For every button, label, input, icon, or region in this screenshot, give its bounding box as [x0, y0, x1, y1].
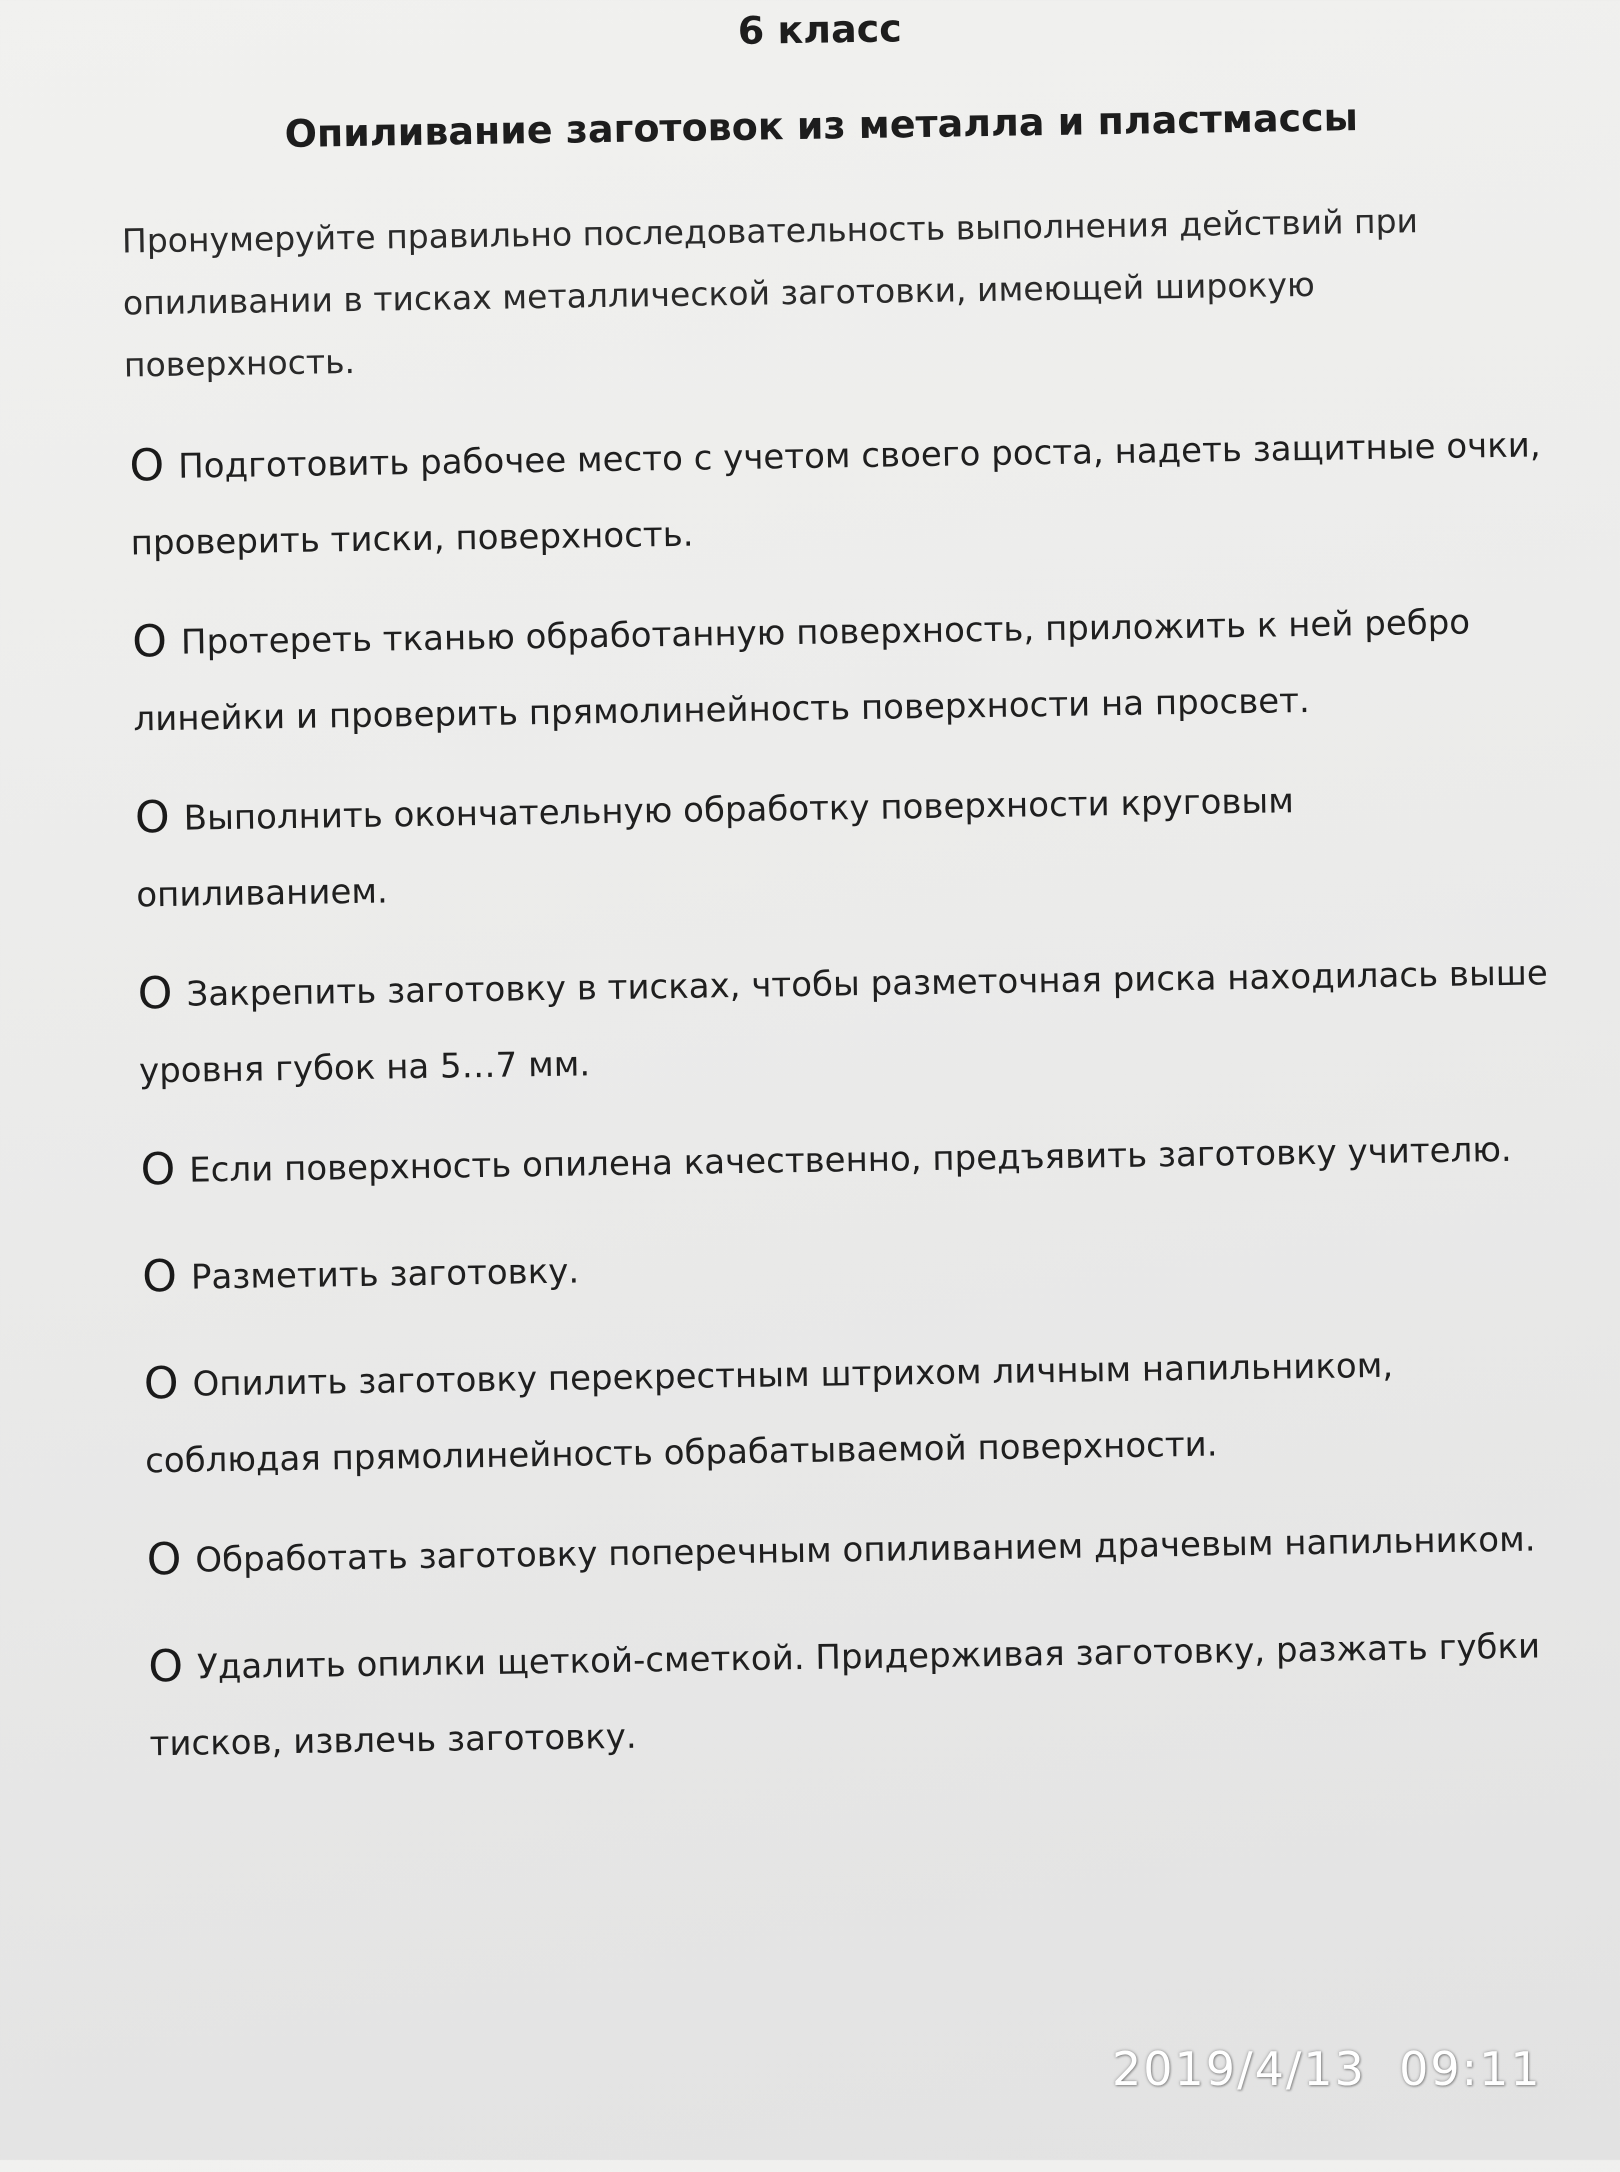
number-circle-icon[interactable]: O: [131, 615, 168, 668]
step-text: Подготовить рабочее место с учетом своего роста, надеть защитные очки, проверить тиски, поверхность.: [130, 425, 1541, 564]
step-item: [148, 1607, 1570, 1782]
step-text: Опилить заготовку перекрестным штрихом личным напильником, соблюдая прямолинейность обрабатываемой поверхности.: [144, 1345, 1394, 1482]
step-text: Удалить опилки щеткой-сметкой. Придерживая заготовку, разжать губки тисков, извлечь заготовку.: [149, 1626, 1541, 1765]
step-text: Если поверхность опилена качественно, предъявить заготовку учителю.: [188, 1129, 1513, 1191]
grade-heading: 6 класс: [737, 6, 903, 53]
step-text: Протереть тканью обработанную поверхность, приложить к ней ребро линейки и проверить прямолинейность поверхности на просвет.: [133, 602, 1471, 740]
step-item: [134, 758, 1556, 933]
number-circle-icon[interactable]: O: [146, 1533, 182, 1586]
step-item: [142, 1217, 1563, 1316]
number-circle-icon[interactable]: O: [137, 967, 173, 1020]
step-item: [146, 1500, 1567, 1599]
worksheet-title: Опиливание заготовок из металла и пластмассы: [284, 95, 1359, 156]
step-item: [140, 1110, 1561, 1209]
number-circle-icon[interactable]: O: [143, 1357, 179, 1410]
step-item: [132, 582, 1554, 757]
step-item: [137, 934, 1559, 1109]
number-circle-icon[interactable]: O: [129, 439, 165, 492]
step-item: [143, 1324, 1565, 1499]
step-item: [129, 406, 1551, 581]
photo-timestamp: 2019/4/13 09:11: [1112, 2042, 1542, 2096]
step-text: Закрепить заготовку в тисках, чтобы разметочная риска находилась выше уровня губок на 5…7 мм.: [138, 953, 1549, 1092]
number-circle-icon[interactable]: O: [147, 1640, 184, 1693]
step-text: Обработать заготовку поперечным опиливанием драчевым напильником.: [195, 1519, 1536, 1581]
number-circle-icon[interactable]: O: [134, 791, 171, 844]
step-text: Разметить заготовку.: [190, 1251, 580, 1298]
number-circle-icon[interactable]: O: [140, 1143, 176, 1196]
steps-list: [129, 406, 1570, 1805]
number-circle-icon[interactable]: O: [141, 1250, 178, 1303]
step-text: Выполнить окончательную обработку поверхности круговым опиливанием.: [135, 781, 1295, 916]
task-instruction: Пронумеруйте правильно последовательность выполнения действий при опиливании в тисках металлической заготовки, имеющей широкую поверхность.: [121, 201, 1419, 385]
